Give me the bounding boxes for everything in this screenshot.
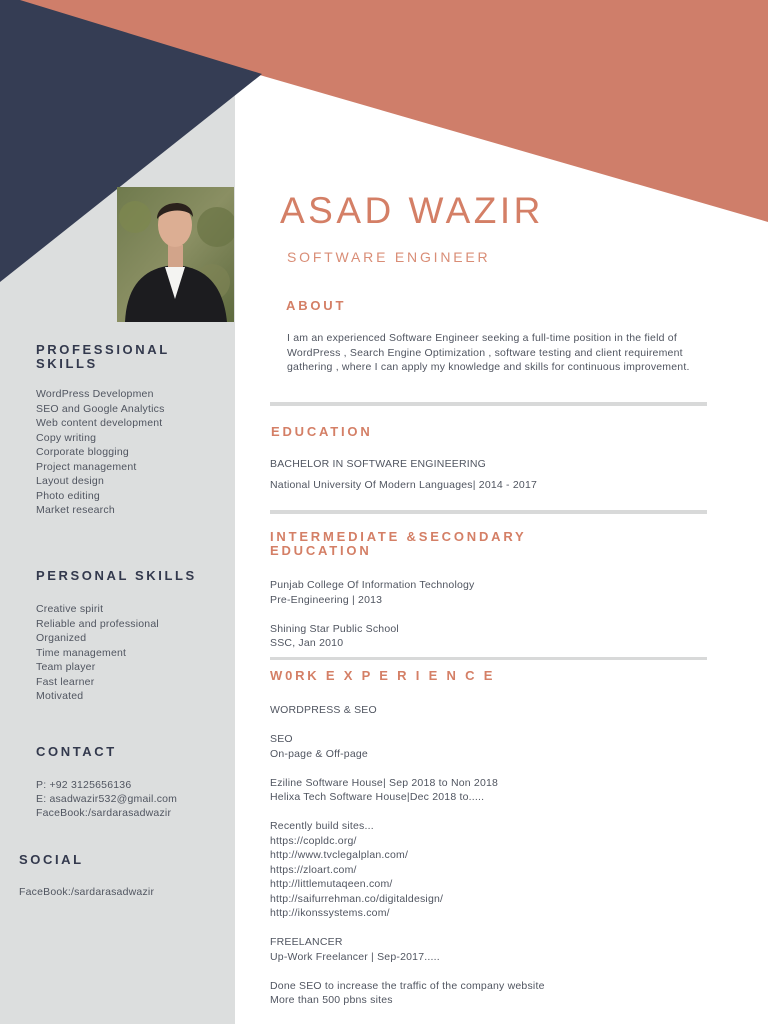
professional-skills-heading: PROFESSIONAL — [36, 342, 170, 357]
work-experience-line — [270, 921, 545, 936]
school-name: Shining Star Public School — [270, 623, 399, 635]
personal-skill-item: Time management — [36, 646, 127, 659]
personal-skills-heading: PERSONAL SKILLS — [36, 568, 197, 583]
work-experience-line: SEO — [270, 733, 293, 745]
professional-skill-item: Copy writing — [36, 431, 97, 444]
professional-skills-list — [36, 387, 165, 518]
education-school: National University Of Modern Languages| 2014 - 2017 — [270, 479, 538, 491]
personal-skills-list — [36, 602, 159, 704]
college-name: Punjab College Of Information Technology — [270, 579, 475, 591]
work-site-link[interactable]: http://saifurrehman.co/digitaldesign/ — [270, 892, 444, 905]
professional-skill-item: Corporate blogging — [36, 446, 129, 458]
professional-skill-item: WordPress Developmen — [36, 388, 154, 400]
work-site-link[interactable]: http://www.tvclegalplan.com/ — [270, 849, 409, 861]
candidate-name: ASAD WAZIR — [280, 190, 544, 231]
work-experience-list — [270, 703, 545, 1008]
personal-skill-item: Organized — [36, 632, 87, 644]
work-experience-line: Eziline Software House| Sep 2018 to Non 2018 — [270, 776, 499, 789]
personal-skill-item: Team player — [36, 661, 96, 673]
work-experience-line: More than 500 pbns sites — [270, 994, 393, 1006]
work-heading: W0RK E X P E R I E N C E — [270, 668, 496, 683]
professional-skill-item: Photo editing — [36, 489, 100, 502]
work-experience-line: Helixa Tech Software House|Dec 2018 to..... — [270, 791, 485, 803]
work-site-link[interactable]: http://littlemutaqeen.com/ — [270, 878, 393, 890]
profile-photo-image — [117, 187, 234, 322]
school-detail: SSC, Jan 2010 — [270, 637, 344, 649]
work-site-link[interactable]: http://ikonssystems.com/ — [270, 907, 390, 919]
work-experience-line — [270, 718, 545, 733]
intermediate-heading: INTERMEDIATE &SECONDARY — [270, 529, 527, 544]
professional-skills-heading-line2: SKILLS — [36, 356, 98, 371]
work-experience-line: Done SEO to increase the traffic of the company website — [270, 979, 545, 992]
profile-photo — [117, 187, 234, 322]
about-text: I am an experienced Software Engineer seeking a full-time position in the field of WordPress , Search Engine Optimization , software testing and client requirement gathering , where I can apply my knowledge and skills for continuous improvement. — [287, 332, 690, 373]
personal-skill-item: Creative spirit — [36, 603, 104, 615]
personal-skill-item: Motivated — [36, 690, 84, 702]
professional-skill-item: Project management — [36, 460, 137, 473]
personal-skill-item: Reliable and professional — [36, 617, 159, 630]
education-degree: BACHELOR IN SOFTWARE ENGINEERING — [270, 458, 487, 470]
work-site-link[interactable]: https://zloart.com/ — [270, 863, 357, 876]
work-experience-line — [270, 761, 545, 776]
education-heading: EDUCATION — [271, 424, 373, 439]
contact-email[interactable]: E: asadwazir532@gmail.com — [36, 793, 178, 805]
work-experience-line: Up-Work Freelancer | Sep-2017..... — [270, 950, 440, 963]
social-heading: SOCIAL — [19, 852, 84, 867]
divider — [270, 657, 707, 660]
work-experience-line: FREELANCER — [270, 936, 343, 948]
work-experience-line — [270, 805, 545, 820]
college-detail: Pre-Engineering | 2013 — [270, 594, 383, 606]
social-facebook[interactable]: FaceBook:/sardarasadwazir — [19, 886, 155, 898]
work-experience-line: Recently build sites... — [270, 820, 374, 832]
professional-skill-item: Web content development — [36, 417, 163, 429]
about-heading: ABOUT — [286, 298, 347, 313]
work-experience-line — [270, 964, 545, 979]
divider — [270, 402, 707, 406]
work-site-link[interactable]: https://copldc.org/ — [270, 834, 357, 847]
professional-skill-item: Layout design — [36, 475, 104, 487]
work-experience-line: WORDPRESS & SEO — [270, 704, 377, 716]
job-title: SOFTWARE ENGINEER — [287, 249, 491, 265]
professional-skill-item: Market research — [36, 504, 115, 516]
divider — [270, 510, 707, 514]
contact-phone: P: +92 3125656136 — [36, 779, 132, 791]
contact-facebook[interactable]: FaceBook:/sardarasadwazir — [36, 807, 172, 819]
professional-skill-item: SEO and Google Analytics — [36, 402, 165, 415]
contact-heading: CONTACT — [36, 744, 117, 759]
personal-skill-item: Fast learner — [36, 675, 95, 688]
work-experience-line: On-page & Off-page — [270, 747, 368, 760]
intermediate-heading-line2: EDUCATION — [270, 543, 372, 558]
